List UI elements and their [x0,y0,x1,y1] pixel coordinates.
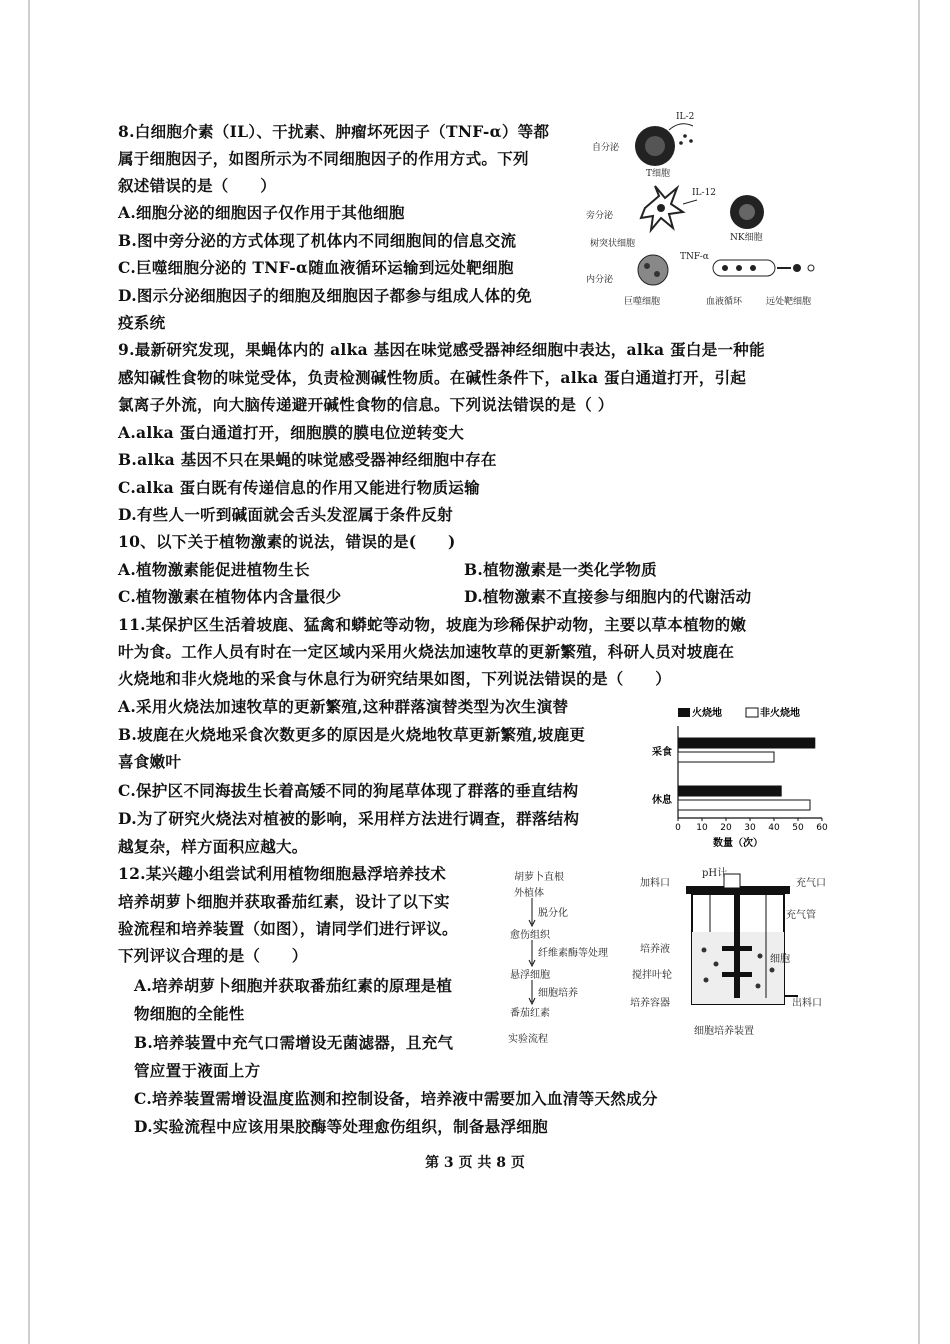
label-paracrine: 旁分泌 [586,211,614,221]
flow-step-lycopene: 番茄红素 [510,1008,550,1019]
x-tick-label: 20 [720,823,732,833]
culture-device [680,872,800,1022]
flow-step-callus: 愈伤组织 [510,930,550,941]
scan-edge-left [28,0,30,1344]
label-il2: IL-2 [676,112,695,122]
label-outlet: 出料口 [792,998,822,1009]
label-impeller: 搅拌叶轮 [632,970,672,981]
q12-stem-line3: 验流程和培养装置（如图），请同学们进行评议。 [118,919,458,938]
flow-caption: 实验流程 [508,1034,548,1045]
q11-option-b[interactable]: B.坡鹿在火烧地采食次数更多的原因是火烧地牧草更新繁殖,坡鹿更 [118,725,586,744]
q10-stem: 10、以下关于植物激素的说法，错误的是( ) [118,532,456,551]
flow-step-explant: 外植体 [514,888,544,899]
category-label-resting: 休息 [652,795,672,806]
q11-option-d-cont: 越复杂，样方面积应越大。 [118,837,308,856]
flow-arrow-cellulase: 纤维素酶等处理 [538,948,608,959]
q9-option-c[interactable]: C.alka 蛋白既有传递信息的作用又能进行物质运输 [118,478,480,497]
q12-option-c[interactable]: C.培养装置需增设温度监测和控制设备，培养液中需要加入血清等天然成分 [134,1089,658,1108]
label-macrophage: 巨噬细胞 [624,297,661,307]
bar-feeding-unburned [678,752,774,762]
category-label-feeding: 采食 [652,747,672,758]
x-tick-label: 40 [768,823,780,833]
q11-option-c[interactable]: C.保护区不同海拔生长着高矮不同的狗尾草体现了群落的垂直结构 [118,781,579,800]
q9-option-b[interactable]: B.alka 基因不只在果蝇的味觉感受器神经细胞中存在 [118,450,497,469]
x-tick-label: 10 [696,823,708,833]
q11-stem-line2: 叶为食。工作人员有时在一定区域内采用火烧法加速牧草的更新繁殖，科研人员对坡鹿在 [118,642,735,661]
q11-stem-line1: 11.某保护区生活着坡鹿、猛禽和蟒蛇等动物，坡鹿为珍稀保护动物，主要以草本植物的嫩 [118,615,747,634]
label-vessel: 培养容器 [630,998,670,1009]
q8-stem-line1: 8.白细胞介素（IL）、干扰素、肿瘤坏死因子（TNF-α）等都 [118,122,550,141]
flow-arrow-dediff: 脱分化 [538,908,568,919]
target-cell-shape [793,264,801,272]
q8-option-d-cont: 疫系统 [118,313,166,332]
bar-resting-unburned [678,800,810,810]
flow-arrow-culture: 细胞培养 [538,988,578,999]
device-caption: 细胞培养装置 [694,1026,754,1037]
legend-label-unburned: 非火烧地 [760,708,800,719]
q12-stem-line4: 下列评议合理的是（ ） [118,946,308,965]
label-nk: NK细胞 [730,233,763,243]
flow-arrows [526,896,538,1026]
flow-step-suspension: 悬浮细胞 [510,970,550,981]
q12-option-d[interactable]: D.实验流程中应该用果胶酶等处理愈伤组织，制备悬浮细胞 [134,1117,548,1136]
q9-option-d[interactable]: D.有些人一听到碱面就会舌头发涩属于条件反射 [118,505,453,524]
label-blood: 血液循环 [706,297,743,307]
label-il12: IL-12 [692,188,717,198]
x-tick-label: 50 [792,823,804,833]
label-medium: 培养液 [640,944,670,955]
label-cells: 细胞 [770,954,790,965]
q8-option-a[interactable]: A.细胞分泌的细胞因子仅作用于其他细胞 [118,203,405,222]
q9-option-a[interactable]: A.alka 蛋白通道打开，细胞膜的膜电位逆转变大 [118,423,465,442]
x-axis-label: 数量（次） [713,838,763,849]
q12-option-a-cont: 物细胞的全能性 [134,1004,245,1023]
bar-feeding-burned [678,738,815,748]
label-endocrine: 内分泌 [586,275,614,285]
label-target: 远处靶细胞 [766,297,812,307]
q9-stem-line2: 感知碱性食物的味觉受体，负责检测碱性物质。在碱性条件下，alka 蛋白通道打开，引起 [118,368,747,387]
q10-option-c[interactable]: C.植物激素在植物体内含量很少 [118,587,342,606]
macrophage-shape [638,255,668,285]
x-tick-label: 60 [816,823,828,833]
scan-edge-right [918,0,920,1344]
q9-stem-line3: 氯离子外流，向大脑传递避开碱性食物的信息。下列说法错误的是（ ） [118,395,614,414]
q8-option-b[interactable]: B.图中旁分泌的方式体现了机体内不同细胞间的信息交流 [118,231,517,250]
x-tick-label: 0 [675,823,681,833]
flow-step-carrot: 胡萝卜直根 [514,872,564,883]
q8-stem-line2: 属于细胞因子，如图所示为不同细胞因子的作用方式。下列 [118,149,529,168]
legend-swatch-unburned [746,708,758,717]
q10-option-a[interactable]: A.植物激素能促进植物生长 [118,560,310,579]
q8-option-c[interactable]: C.巨噬细胞分泌的 TNF-α随血液循环运输到远处靶细胞 [118,258,514,277]
label-air-tube: 充气管 [786,910,816,921]
legend-swatch-burned [678,708,690,717]
q11-option-d[interactable]: D.为了研究火烧法对植被的影响，采用样方法进行调查，群落结构 [118,809,580,828]
label-dendritic: 树突状细胞 [590,239,636,249]
q11-stem-line3: 火烧地和非火烧地的采食与休息行为研究结果如图，下列说法错误的是（ ） [118,669,672,688]
label-t-cell: T细胞 [646,169,671,179]
label-ph-meter: pH计 [702,868,728,879]
q12-option-a[interactable]: A.培养胡萝卜细胞并获取番茄红素的原理是植 [134,976,453,995]
label-air-inlet: 充气口 [796,878,826,889]
cytokine-figure [585,108,835,313]
legend-label-burned: 火烧地 [692,708,722,719]
q8-option-d[interactable]: D.图示分泌细胞因子的细胞及细胞因子都参与组成人体的免 [118,286,532,305]
q9-stem-line1: 9.最新研究发现，果蝇体内的 alka 基因在味觉感受器神经细胞中表达，alka 蛋白是一种能 [118,340,765,359]
label-tnf: TNF-α [680,252,709,262]
q12-option-b[interactable]: B.培养装置中充气口需增设无菌滤器，且充气 [134,1033,454,1052]
q12-stem-line1: 12.某兴趣小组尝试利用植物细胞悬浮培养技术 [118,864,447,883]
q11-option-a[interactable]: A.采用火烧法加速牧草的更新繁殖,这种群落演替类型为次生演替 [118,697,569,716]
q11-option-b-cont: 喜食嫩叶 [118,752,182,771]
bar-resting-burned [678,786,781,796]
x-tick-label: 30 [744,823,756,833]
q12-option-b-cont: 管应置于液面上方 [134,1061,261,1080]
label-feed-port: 加料口 [640,878,670,889]
label-autocrine: 自分泌 [592,143,620,153]
q12-stem-line2: 培养胡萝卜细胞并获取番茄红素，设计了以下实 [118,892,450,911]
q10-option-b[interactable]: B.植物激素是一类化学物质 [464,560,657,579]
q10-option-d[interactable]: D.植物激素不直接参与细胞内的代谢活动 [464,587,752,606]
grazing-chart [650,700,840,850]
q8-stem-line3: 叙述错误的是（ ） [118,176,277,195]
page-number: 第 3 页 共 8 页 [425,1155,525,1171]
